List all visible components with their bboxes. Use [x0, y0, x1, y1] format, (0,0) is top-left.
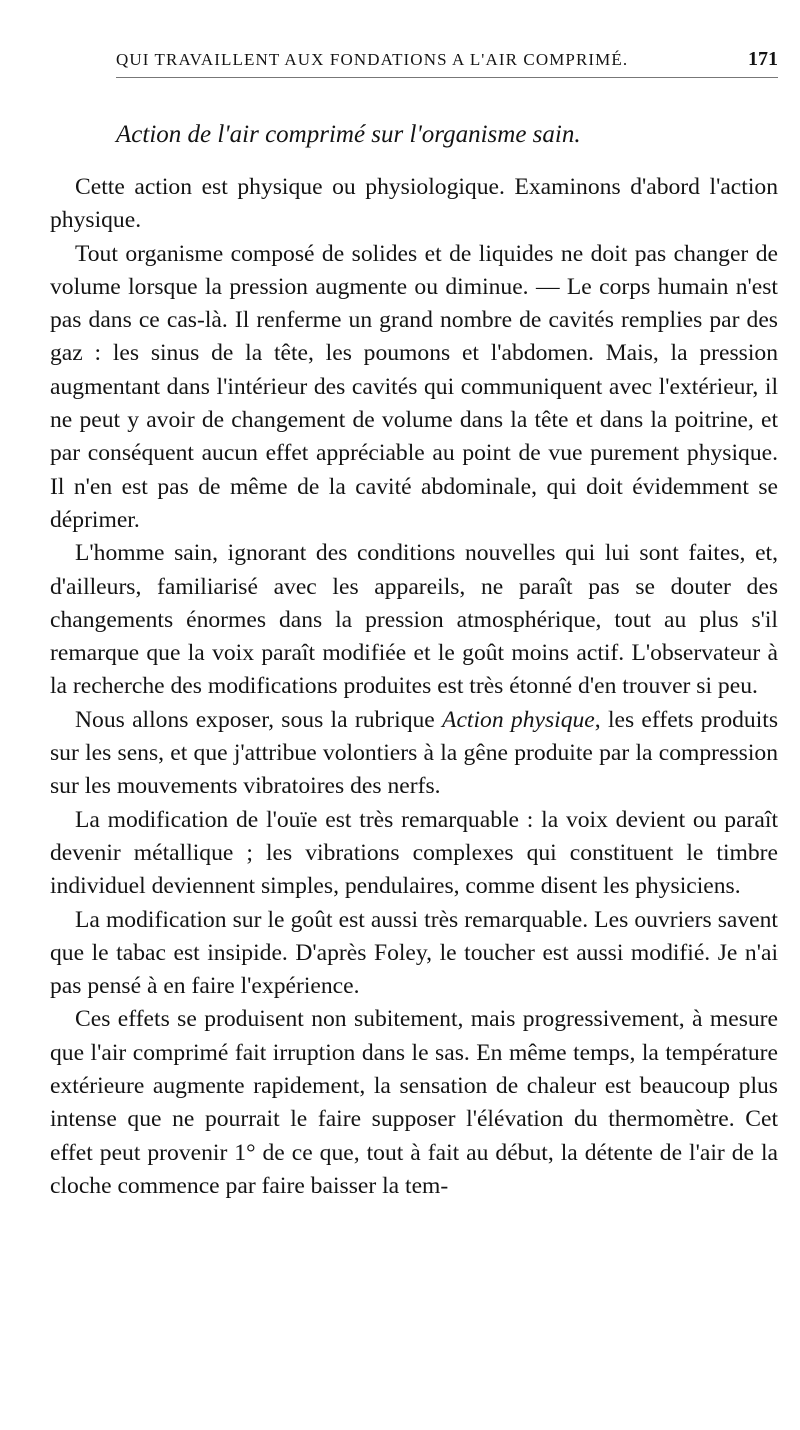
- paragraph: L'homme sain, ignorant des conditions nouvelles qui lui sont faites, et, d'ailleurs, familiarisé avec les appareils, ne paraît pas se douter des changements énormes dans la pression atmosphérique, tout au plus s'il remarque que la voix paraît modifiée et le goût moins actif. L'observateur à la recherche des modifications produites est très étonné d'en trouver si peu.: [50, 540, 778, 700]
- running-title: QUI TRAVAILLENT AUX FONDATIONS A L'AIR COMPRIMÉ.: [116, 50, 629, 69]
- header-rule: [116, 77, 778, 78]
- paragraph: [50, 704, 778, 804]
- paragraph-text: Nous allons exposer, sous la rubrique: [75, 706, 443, 733]
- paragraph-text: , les effets produits sur les sens, et que j'attribue volontiers à la gêne produite par la compression sur les mouvements vibratoires des nerfs.: [50, 706, 779, 800]
- paragraph: Cette action est physique ou physiologique. Examinons d'abord l'action physique.: [50, 174, 778, 234]
- paragraph: Ces effets se produisent non subitement, mais progressivement, à mesure que l'air comprimé fait irruption dans le sas. En même temps, la température extérieure augmente rapidement, la sensation de chaleur est beaucoup plus intense que ne pourrait le faire supposer l'élévation du thermomètre. Cet effet peut provenir 1° de ce que, tout à fait au début, la détente de l'air de la cloche commence par faire baisser la tem-: [50, 1006, 778, 1199]
- running-header: [50, 44, 778, 84]
- paragraph: La modification de l'ouïe est très remarquable : la voix devient ou paraît devenir métallique ; les vibrations complexes qui constituent le timbre individuel deviennent simples, pendulaires, comme disent les physiciens.: [50, 806, 778, 900]
- body-text: [50, 171, 778, 1203]
- paragraph: Tout organisme composé de solides et de liquides ne doit pas changer de volume lorsque la pression augmente ou diminue. — Le corps humain n'est pas dans ce cas-là. Il renferme un grand nombre de cavités remplies par des gaz : les sinus de la tête, les poumons et l'abdomen. Mais, la pression augmentant dans l'intérieur des cavités qui communiquent avec l'extérieur, il ne peut y avoir de changement de volume dans la tête et dans la poitrine, et par conséquent aucun effet appréciable au point de vue purement physique. Il n'en est pas de même de la cavité abdominale, qui doit évidemment se déprimer.: [50, 240, 778, 533]
- paragraph: La modification sur le goût est aussi très remarquable. Les ouvriers savent que le tabac est insipide. D'après Foley, le toucher est aussi modifié. Je n'ai pas pensé à en faire l'expérience.: [50, 906, 778, 1000]
- section-title: Action de l'air comprimé sur l'organisme sain.: [116, 121, 581, 148]
- page-number: 171: [748, 48, 778, 70]
- italic-term: Action physique: [442, 706, 595, 733]
- book-page: [50, 44, 778, 1203]
